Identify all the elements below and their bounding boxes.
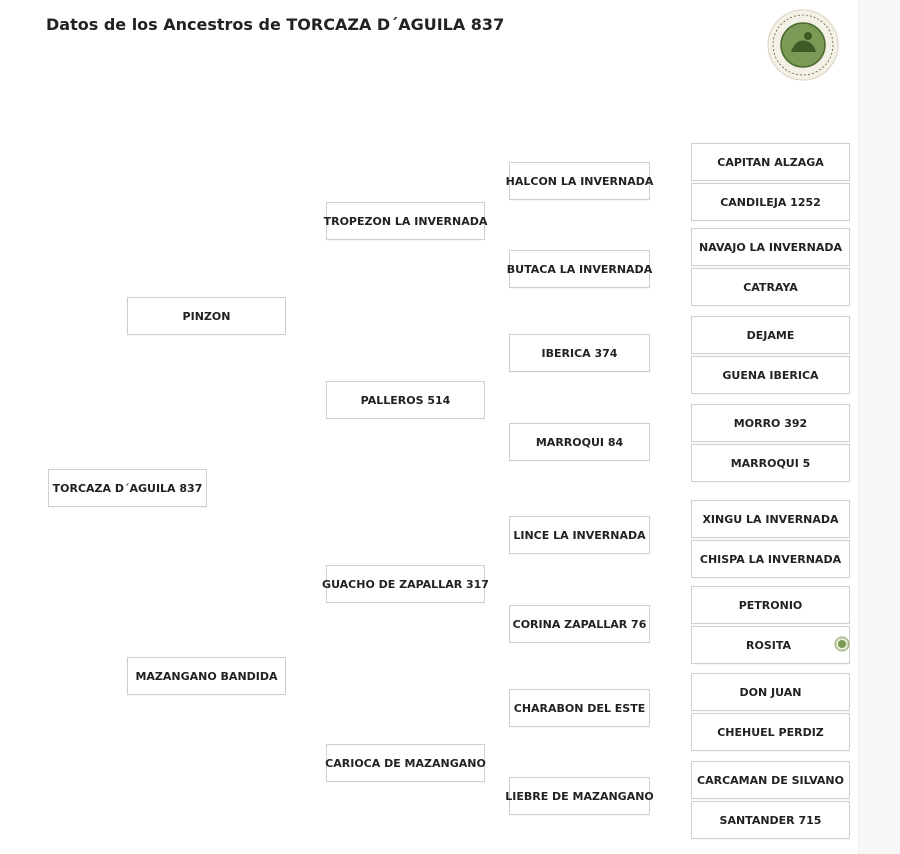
great-grandparent-node[interactable]: BUTACA LA INVERNADA xyxy=(509,250,650,288)
grandparent-node[interactable]: PALLEROS 514 xyxy=(326,381,485,419)
parent-node[interactable]: MAZANGANO BANDIDA xyxy=(127,657,286,695)
great-grandparent-node[interactable]: LINCE LA INVERNADA xyxy=(509,516,650,554)
great-grandparent-node[interactable]: LIEBRE DE MAZANGANO xyxy=(509,777,650,815)
subject-node[interactable]: TORCAZA D´AGUILA 837 xyxy=(48,469,207,507)
great-great-grandparent-node[interactable]: GUENA IBERICA xyxy=(691,356,850,394)
great-great-grandparent-node[interactable]: NAVAJO LA INVERNADA xyxy=(691,228,850,266)
grandparent-node[interactable]: CARIOCA DE MAZANGANO xyxy=(326,744,485,782)
grandparent-node[interactable]: GUACHO DE ZAPALLAR 317 xyxy=(326,565,485,603)
great-great-grandparent-node[interactable]: DEJAME xyxy=(691,316,850,354)
great-grandparent-node[interactable]: CORINA ZAPALLAR 76 xyxy=(509,605,650,643)
great-grandparent-node[interactable]: CHARABON DEL ESTE xyxy=(509,689,650,727)
association-badge-icon[interactable] xyxy=(834,636,850,652)
great-great-grandparent-node[interactable]: CAPITAN ALZAGA xyxy=(691,143,850,181)
great-great-grandparent-node[interactable]: MARROQUI 5 xyxy=(691,444,850,482)
great-great-grandparent-node[interactable]: XINGU LA INVERNADA xyxy=(691,500,850,538)
great-grandparent-node[interactable]: HALCON LA INVERNADA xyxy=(509,162,650,200)
great-great-grandparent-node[interactable]: ROSITA xyxy=(691,626,850,664)
great-great-grandparent-node[interactable]: CATRAYA xyxy=(691,268,850,306)
great-great-grandparent-node[interactable]: DON JUAN xyxy=(691,673,850,711)
great-grandparent-node[interactable]: MARROQUI 84 xyxy=(509,423,650,461)
parent-node[interactable]: PINZON xyxy=(127,297,286,335)
great-great-grandparent-node[interactable]: CHISPA LA INVERNADA xyxy=(691,540,850,578)
great-great-grandparent-node[interactable]: CHEHUEL PERDIZ xyxy=(691,713,850,751)
great-great-grandparent-node[interactable]: PETRONIO xyxy=(691,586,850,624)
association-logo xyxy=(766,8,840,82)
great-great-grandparent-node[interactable]: MORRO 392 xyxy=(691,404,850,442)
great-great-grandparent-node[interactable]: CARCAMAN DE SILVANO xyxy=(691,761,850,799)
right-scroll-gutter xyxy=(858,0,900,854)
great-great-grandparent-node[interactable]: CANDILEJA 1252 xyxy=(691,183,850,221)
great-grandparent-node[interactable]: IBERICA 374 xyxy=(509,334,650,372)
grandparent-node[interactable]: TROPEZON LA INVERNADA xyxy=(326,202,485,240)
page-title: Datos de los Ancestros de TORCAZA D´AGUILA 837 xyxy=(46,15,505,34)
great-great-grandparent-node[interactable]: SANTANDER 715 xyxy=(691,801,850,839)
